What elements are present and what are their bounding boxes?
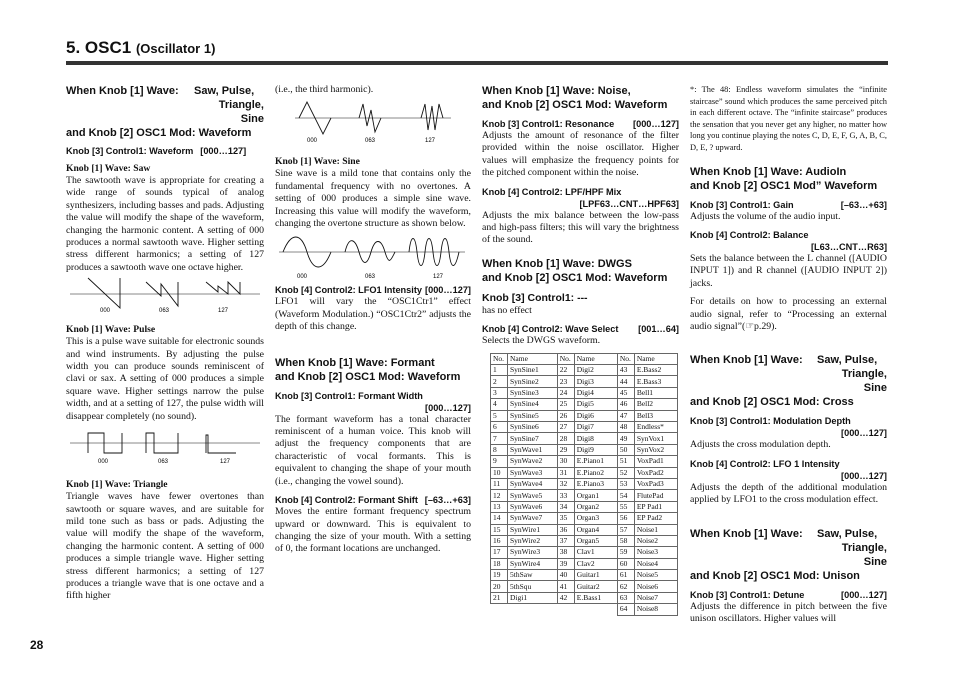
table-row bbox=[491, 467, 678, 478]
wave-number-cell: 32 bbox=[557, 478, 574, 489]
balance-text-ref: For details on how to processing an external audio signal, refer to “Processing an external audio signal”(☞p.29). bbox=[690, 296, 887, 332]
wave-name-cell: 5thSqu bbox=[508, 581, 558, 592]
wave-number-cell: 26 bbox=[557, 410, 574, 421]
control1-none-text: has no effect bbox=[482, 304, 532, 316]
wave-name-cell: Organ4 bbox=[574, 524, 617, 535]
wave-number-cell: 63 bbox=[617, 592, 634, 603]
table-row bbox=[491, 604, 678, 615]
section-heading-noise: When Knob [1] Wave: Noise, and Knob [2] OSC1 Mod: Waveform bbox=[482, 85, 668, 111]
wave-number-cell: 37 bbox=[557, 535, 574, 546]
formant-width-text: The formant waveform has a tonal character reminiscent of a human voice. This knob will adjust the frequency components that are characteristic of vocal formants. This is equivalent to changing the shape of your mouth (i.e., changing the vowel sound). bbox=[275, 413, 471, 487]
table-row bbox=[491, 547, 678, 558]
section-heading-waveform: When Knob [1] Wave: Saw, Pulse, Triangle, Sine and Knob [2] OSC1 Mod: Waveform bbox=[66, 85, 264, 139]
wave-number-cell: 1 bbox=[491, 365, 508, 376]
wave-name-cell: Digi5 bbox=[574, 399, 617, 410]
section-heading-dwgs: When Knob [1] Wave: DWGS and Knob [2] OSC1 Mod: Waveform bbox=[482, 257, 668, 284]
wave-number-cell bbox=[491, 604, 508, 615]
endless-footnote: *: The 48: Endless waveform simulates the “infinite staircase” sound which produces the same perceived pitch in each different octave. The “infinite staircase” produces the sensation that you never get any higher, no matter how long you continue playing the notes C, D, E, F, G, A, B, C, D, E, ? upward. bbox=[690, 85, 887, 152]
wave-name-cell: Digi4 bbox=[574, 387, 617, 398]
table-row bbox=[491, 581, 678, 592]
wave-number-cell: 56 bbox=[617, 513, 634, 524]
section-heading-unison: When Knob [1] Wave: Saw, Pulse, Triangle, Sine and Knob [2] OSC1 Mod: Unison bbox=[690, 527, 887, 582]
wave-number-cell: 54 bbox=[617, 490, 634, 501]
wave-number-cell: 19 bbox=[491, 570, 508, 581]
wave-name-cell: SynWire3 bbox=[508, 547, 558, 558]
param-formant-width: Knob [3] Control1: Formant Width bbox=[275, 390, 423, 401]
wave-number-cell: 29 bbox=[557, 444, 574, 455]
wave-name-cell: Bell2 bbox=[634, 399, 677, 410]
param-detune: Knob [3] Control1: Detune [000…127] bbox=[690, 589, 887, 600]
wave-number-cell: 22 bbox=[557, 365, 574, 376]
table-row bbox=[491, 456, 678, 467]
balance-text: Sets the balance between the L channel ([AUDIO INPUT 1]) and R channel ([AUDIO INPUT 2]) jacks. bbox=[690, 252, 887, 289]
wave-number-cell: 42 bbox=[557, 592, 574, 603]
wave-number-cell: 9 bbox=[491, 456, 508, 467]
wave-number-cell: 17 bbox=[491, 547, 508, 558]
svg-text:000: 000 bbox=[307, 138, 318, 145]
wave-number-cell: 43 bbox=[617, 365, 634, 376]
wave-number-cell: 38 bbox=[557, 547, 574, 558]
table-header-row: No. Name No. Name No. Name bbox=[491, 353, 678, 364]
table-row bbox=[491, 387, 678, 398]
wave-name-cell: Digi7 bbox=[574, 422, 617, 433]
wave-number-cell: 45 bbox=[617, 387, 634, 398]
wave-name-cell: SynSine2 bbox=[508, 376, 558, 387]
wave-number-cell: 20 bbox=[491, 581, 508, 592]
triangle-text-continued: (i.e., the third harmonic). bbox=[275, 84, 374, 95]
svg-text:063: 063 bbox=[158, 459, 169, 466]
wave-name-cell: SynVox1 bbox=[634, 433, 677, 444]
wave-number-cell: 2 bbox=[491, 376, 508, 387]
sine-text: Sine wave is a mild tone that contains only the fundamental frequency with no overtones. A setting of 000 produces a simple sine wave. Increasing this value will modify the waveform, changing the overtone structure as shown below. bbox=[275, 168, 471, 230]
wave-name-cell: Noise3 bbox=[634, 547, 677, 558]
svg-text:063: 063 bbox=[365, 274, 376, 281]
wave-number-cell: 15 bbox=[491, 524, 508, 535]
param-resonance: Knob [3] Control1: Resonance [000…127] bbox=[482, 119, 679, 129]
param-lpf-hpf-mix: Knob [4] Control2: LPF/HPF Mix bbox=[482, 186, 622, 197]
table-row bbox=[491, 365, 678, 376]
wave-number-cell: 40 bbox=[557, 570, 574, 581]
svg-text:063: 063 bbox=[365, 138, 376, 145]
wave-number-cell: 8 bbox=[491, 444, 508, 455]
saw-waveform-diagram bbox=[66, 274, 264, 318]
wave-name-cell: VoxPad1 bbox=[634, 456, 677, 467]
wave-name-cell: SynWire2 bbox=[508, 535, 558, 546]
wave-name-cell bbox=[508, 604, 558, 615]
table-row bbox=[491, 444, 678, 455]
lfo1-intensity-text: LFO1 will vary the “OSC1Ctr1” effect (Waveform Modulation.) “OSC1Ctr2” adjusts the depth of this change. bbox=[275, 296, 471, 333]
wave-name-cell: SynWave7 bbox=[508, 513, 558, 524]
wave-number-cell: 12 bbox=[491, 490, 508, 501]
wave-name-cell: VoxPad3 bbox=[634, 478, 677, 489]
wave-number-cell: 50 bbox=[617, 444, 634, 455]
wave-name-cell: VoxPad2 bbox=[634, 467, 677, 478]
param-lfo1-intensity-cross-range: [000…127] bbox=[841, 470, 887, 481]
wave-select-text: Selects the DWGS waveform. bbox=[482, 335, 601, 347]
wave-number-cell: 24 bbox=[557, 387, 574, 398]
wave-name-cell: Endless* bbox=[634, 422, 677, 433]
param-formant-width-range: [000…127] bbox=[425, 402, 471, 413]
param-formant-shift: Knob [4] Control2: Formant Shift [–63…+63] bbox=[275, 495, 471, 506]
wave-name-cell: SynSine5 bbox=[508, 410, 558, 421]
table-row bbox=[491, 524, 678, 535]
svg-text:000: 000 bbox=[98, 459, 109, 466]
wave-name-cell: Digi9 bbox=[574, 444, 617, 455]
wave-number-cell: 59 bbox=[617, 547, 634, 558]
wave-number-cell: 58 bbox=[617, 535, 634, 546]
wave-name-cell: E.Bass3 bbox=[634, 376, 677, 387]
table-row bbox=[491, 399, 678, 410]
wave-name-cell: Guitar2 bbox=[574, 581, 617, 592]
wave-name-cell: SynWave2 bbox=[508, 456, 558, 467]
section-heading-audioin: When Knob [1] Wave: AudioIn and Knob [2] OSC1 Mod” Waveform bbox=[690, 165, 878, 192]
detune-text: Adjusts the difference in pitch between the five unison oscillators. Higher values will bbox=[690, 600, 887, 625]
wave-number-cell: 55 bbox=[617, 501, 634, 512]
wave-number-cell: 60 bbox=[617, 558, 634, 569]
wave-number-cell: 14 bbox=[491, 513, 508, 524]
param-modulation-depth: Knob [3] Control1: Modulation Depth bbox=[690, 416, 851, 427]
wave-number-cell: 10 bbox=[491, 467, 508, 478]
pulse-text: This is a pulse wave suitable for electronic sounds and wind instruments. By adjusting the pulse width you can produce sounds reminiscent of clavi or sax. A setting of 000 produces a simple square wave. Higher settings narrow the pulse width, and at a setting of 127, the pulse width will disappear completely (no sound). bbox=[66, 336, 264, 422]
table-row bbox=[491, 410, 678, 421]
wave-number-cell: 46 bbox=[617, 399, 634, 410]
wave-name-cell: Bell1 bbox=[634, 387, 677, 398]
sine-heading: Knob [1] Wave: Sine bbox=[275, 156, 360, 168]
pulse-heading: Knob [1] Wave: Pulse bbox=[66, 324, 156, 336]
param-lfo1-intensity-cross: Knob [4] Control2: LFO 1 Intensity bbox=[690, 458, 840, 469]
wave-name-cell: SynSine1 bbox=[508, 365, 558, 376]
wave-number-cell: 36 bbox=[557, 524, 574, 535]
page-number: 28 bbox=[30, 638, 44, 652]
wave-name-cell: EP Pad2 bbox=[634, 513, 677, 524]
triangle-text: Triangle waves have fewer overtones than sawtooth or square waves, and are suitable for mild tone such as bass or pads. Adjusting the value will modify the shape of the waveform, changing the harmonic content. A setting of 000 produces a simple triangle wave. Higher setting stress different harmonics; a setting of 127 produces a triangle wave that is one octave and a fifth higher bbox=[66, 491, 264, 602]
wave-name-cell: Organ5 bbox=[574, 535, 617, 546]
wave-number-cell: 27 bbox=[557, 422, 574, 433]
wave-name-cell: Noise7 bbox=[634, 592, 677, 603]
wave-name-cell bbox=[574, 604, 617, 615]
wave-number-cell: 57 bbox=[617, 524, 634, 535]
lfo1-intensity-cross-text: Adjusts the depth of the additional modulation applied by LFO1 to the cross modulation effect. bbox=[690, 481, 887, 506]
table-row bbox=[491, 490, 678, 501]
wave-number-cell: 28 bbox=[557, 433, 574, 444]
svg-text:127: 127 bbox=[218, 308, 229, 315]
wave-name-cell: Organ1 bbox=[574, 490, 617, 501]
section-heading-cross: When Knob [1] Wave: Saw, Pulse, Triangle, Sine and Knob [2] OSC1 Mod: Cross bbox=[690, 354, 887, 409]
lpf-hpf-mix-text: Adjusts the mix balance between the low-pass and high-pass filters; this will vary the brightness of the sound. bbox=[482, 209, 679, 246]
resonance-text: Adjusts the amount of resonance of the filter provided within the noise oscillator. Higher values will emphasize the frequency points for the pitched component within the noise. bbox=[482, 130, 679, 179]
param-modulation-depth-range: [000…127] bbox=[841, 428, 887, 439]
saw-text: The sawtooth wave is appropriate for creating a wide range of sounds typical of analog synthesizers, including basses and pads. Adjusting the value will modify the shape of the waveform, changing the harmonic content. A setting of 000 produces a normal sawtooth wave. Higher setting stress different harmonics; a setting of 127 produces a sawtooth wave one octave higher. bbox=[66, 175, 264, 273]
wave-number-cell: 52 bbox=[617, 467, 634, 478]
wave-name-cell: SynSine6 bbox=[508, 422, 558, 433]
wave-number-cell: 11 bbox=[491, 478, 508, 489]
sine-waveform-diagram bbox=[275, 230, 471, 280]
table-row bbox=[491, 592, 678, 603]
svg-text:063: 063 bbox=[159, 308, 170, 315]
wave-number-cell: 23 bbox=[557, 376, 574, 387]
param-gain: Knob [3] Control1: Gain [–63…+63] bbox=[690, 199, 887, 210]
param-control1-waveform: Knob [3] Control1: Waveform [000…127] bbox=[66, 146, 247, 156]
wave-name-cell: E.Bass2 bbox=[634, 365, 677, 376]
table-row bbox=[491, 376, 678, 387]
wave-number-cell: 44 bbox=[617, 376, 634, 387]
wave-number-cell: 41 bbox=[557, 581, 574, 592]
svg-text:127: 127 bbox=[433, 274, 444, 281]
wave-number-cell: 35 bbox=[557, 513, 574, 524]
wave-name-cell: Digi1 bbox=[508, 592, 558, 603]
wave-number-cell: 39 bbox=[557, 558, 574, 569]
table-row bbox=[491, 513, 678, 524]
triangle-heading: Knob [1] Wave: Triangle bbox=[66, 479, 168, 491]
wave-name-cell: EP Pad1 bbox=[634, 501, 677, 512]
wave-name-cell: Digi6 bbox=[574, 410, 617, 421]
wave-name-cell: SynSine7 bbox=[508, 433, 558, 444]
wave-name-cell: Digi2 bbox=[574, 365, 617, 376]
wave-number-cell: 5 bbox=[491, 410, 508, 421]
wave-name-cell: Clav1 bbox=[574, 547, 617, 558]
table-row bbox=[491, 501, 678, 512]
wave-number-cell: 31 bbox=[557, 467, 574, 478]
wave-name-cell: E.Bass1 bbox=[574, 592, 617, 603]
wave-number-cell: 51 bbox=[617, 456, 634, 467]
wave-name-cell: Noise5 bbox=[634, 570, 677, 581]
svg-text:000: 000 bbox=[297, 274, 308, 281]
param-wave-select: Knob [4] Control2: Wave Select [001…64] bbox=[482, 324, 679, 335]
wave-number-cell: 47 bbox=[617, 410, 634, 421]
wave-name-cell: Noise8 bbox=[634, 604, 677, 615]
wave-number-cell: 53 bbox=[617, 478, 634, 489]
wave-number-cell: 62 bbox=[617, 581, 634, 592]
table-row bbox=[491, 433, 678, 444]
wave-name-cell: Noise1 bbox=[634, 524, 677, 535]
wave-name-cell: Clav2 bbox=[574, 558, 617, 569]
wave-number-cell: 25 bbox=[557, 399, 574, 410]
title-rule bbox=[66, 61, 888, 65]
table-row bbox=[491, 558, 678, 569]
column-3 bbox=[482, 84, 679, 616]
formant-shift-text: Moves the entire formant frequency spectrum upward or downward. This is equivalent to changing the size of your mouth. With a setting of 0, the formant locations are unchanged. bbox=[275, 506, 471, 555]
page-title: 5. OSC1 (Oscillator 1) bbox=[66, 38, 216, 57]
wave-number-cell: 16 bbox=[491, 535, 508, 546]
wave-number-cell: 49 bbox=[617, 433, 634, 444]
wave-name-cell: Noise6 bbox=[634, 581, 677, 592]
svg-text:000: 000 bbox=[100, 308, 111, 315]
wave-number-cell: 33 bbox=[557, 490, 574, 501]
wave-number-cell: 64 bbox=[617, 604, 634, 615]
triangle-waveform-diagram bbox=[275, 96, 471, 144]
wave-name-cell: SynSine3 bbox=[508, 387, 558, 398]
param-balance-range: [L63…CNT…R63] bbox=[810, 241, 887, 252]
column-1 bbox=[66, 84, 264, 603]
wave-name-cell: 5thSaw bbox=[508, 570, 558, 581]
wave-name-cell: SynSine4 bbox=[508, 399, 558, 410]
wave-name-cell: SynWire1 bbox=[508, 524, 558, 535]
param-lpf-hpf-mix-range: [LPF63…CNT…HPF63] bbox=[579, 198, 679, 209]
wave-name-cell: Organ2 bbox=[574, 501, 617, 512]
wave-number-cell: 61 bbox=[617, 570, 634, 581]
section-heading-formant: When Knob [1] Wave: Formant and Knob [2] OSC1 Mod: Waveform bbox=[275, 356, 461, 383]
wave-number-cell: 34 bbox=[557, 501, 574, 512]
column-2 bbox=[275, 84, 471, 556]
wave-name-cell: Digi3 bbox=[574, 376, 617, 387]
param-control1-none: Knob [3] Control1: --- bbox=[482, 291, 588, 304]
wave-name-cell: SynWave1 bbox=[508, 444, 558, 455]
wave-name-cell: SynWire4 bbox=[508, 558, 558, 569]
wave-name-cell: Digi8 bbox=[574, 433, 617, 444]
dwgs-wave-table bbox=[490, 353, 678, 616]
wave-name-cell: SynWave3 bbox=[508, 467, 558, 478]
wave-name-cell: Bell3 bbox=[634, 410, 677, 421]
wave-number-cell: 13 bbox=[491, 501, 508, 512]
param-lfo1-intensity: Knob [4] Control2: LFO1 Intensity [000…127] bbox=[275, 285, 471, 296]
pulse-waveform-diagram bbox=[66, 423, 264, 471]
wave-name-cell: SynWave6 bbox=[508, 501, 558, 512]
wave-number-cell: 4 bbox=[491, 399, 508, 410]
wave-name-cell: SynWave5 bbox=[508, 490, 558, 501]
svg-text:127: 127 bbox=[220, 459, 231, 466]
wave-number-cell: 7 bbox=[491, 433, 508, 444]
wave-number-cell: 48 bbox=[617, 422, 634, 433]
wave-number-cell: 21 bbox=[491, 592, 508, 603]
wave-name-cell: E.Piano3 bbox=[574, 478, 617, 489]
wave-name-cell: Noise4 bbox=[634, 558, 677, 569]
wave-number-cell: 3 bbox=[491, 387, 508, 398]
wave-name-cell: E.Piano1 bbox=[574, 456, 617, 467]
wave-name-cell: Guitar1 bbox=[574, 570, 617, 581]
wave-number-cell bbox=[557, 604, 574, 615]
wave-name-cell: E.Piano2 bbox=[574, 467, 617, 478]
table-row bbox=[491, 422, 678, 433]
wave-name-cell: Noise2 bbox=[634, 535, 677, 546]
wave-number-cell: 18 bbox=[491, 558, 508, 569]
saw-heading: Knob [1] Wave: Saw bbox=[66, 163, 151, 174]
gain-text: Adjusts the volume of the audio input. bbox=[690, 210, 841, 222]
table-row bbox=[491, 535, 678, 546]
table-row bbox=[491, 570, 678, 581]
wave-name-cell: FlutePad bbox=[634, 490, 677, 501]
modulation-depth-text: Adjusts the cross modulation depth. bbox=[690, 439, 831, 451]
table-row bbox=[491, 478, 678, 489]
wave-number-cell: 30 bbox=[557, 456, 574, 467]
column-4 bbox=[690, 84, 887, 625]
wave-name-cell: SynWave4 bbox=[508, 478, 558, 489]
wave-name-cell: SynVox2 bbox=[634, 444, 677, 455]
wave-name-cell: Organ3 bbox=[574, 513, 617, 524]
wave-number-cell: 6 bbox=[491, 422, 508, 433]
param-balance: Knob [4] Control2: Balance bbox=[690, 229, 809, 240]
svg-text:127: 127 bbox=[425, 138, 436, 145]
